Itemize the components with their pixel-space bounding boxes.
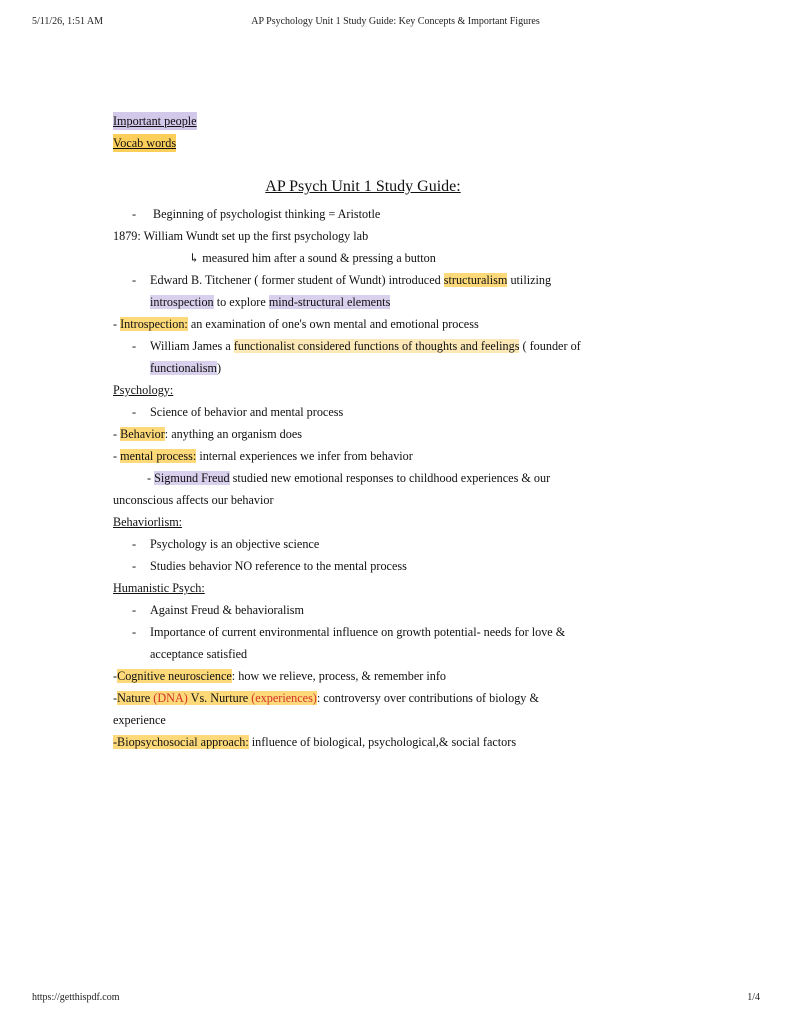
red-text: (DNA) bbox=[153, 691, 188, 705]
line-text: Importance of current environmental influence on growth potential- needs for love & bbox=[150, 625, 566, 639]
vocab-term: functionalist considered functions of thoughts and feelings bbox=[233, 339, 520, 353]
text-line: acceptance satisfied bbox=[150, 647, 248, 661]
bullet-dash: - bbox=[132, 273, 137, 287]
section-heading: Behaviorlism: bbox=[113, 515, 183, 529]
page-number: 1/4 bbox=[747, 992, 760, 1003]
bullet-dash: - bbox=[132, 559, 137, 573]
text-run: to explore bbox=[213, 295, 269, 309]
text-line bbox=[113, 447, 413, 465]
bullet-dash: - bbox=[132, 625, 137, 639]
section-heading: Psychology: bbox=[113, 383, 174, 397]
line-text: Psychology is an objective science bbox=[150, 537, 320, 551]
line-text bbox=[150, 271, 551, 289]
line-text: Science of behavior and mental process bbox=[150, 405, 344, 419]
text-line bbox=[113, 733, 516, 751]
text-run: - bbox=[113, 317, 121, 331]
text-run: - bbox=[113, 669, 118, 683]
legend-important-people: Important people bbox=[113, 114, 197, 128]
bullet-dash: - bbox=[132, 603, 137, 617]
text-run: - bbox=[113, 427, 121, 441]
text-line bbox=[113, 315, 479, 333]
text-run: : controversy over contributions of biology & bbox=[316, 691, 539, 705]
highlight-term: mind-structural elements bbox=[268, 295, 391, 309]
text-line bbox=[113, 667, 446, 685]
text-run: - bbox=[147, 471, 155, 485]
line-text: Against Freud & behavioralism bbox=[150, 603, 305, 617]
bullet-dash: - bbox=[132, 207, 137, 221]
vocab-term: Cognitive neuroscience bbox=[117, 669, 232, 683]
vocab-term: Introspection: bbox=[120, 317, 188, 331]
text-run: an examination of one's own mental and emotional process bbox=[187, 317, 479, 331]
print-datetime: 5/11/26, 1:51 AM bbox=[32, 16, 104, 27]
text-line: unconscious affects our behavior bbox=[113, 493, 274, 507]
text-run: ) bbox=[217, 361, 222, 375]
vocab-term: -Biopsychosocial approach: bbox=[113, 735, 249, 749]
text-run: studied new emotional responses to childhood experiences & our bbox=[229, 471, 551, 485]
text-line bbox=[113, 689, 539, 707]
text-run: Nature bbox=[117, 691, 154, 705]
line-text bbox=[150, 337, 581, 355]
bullet-dash: - bbox=[132, 339, 137, 353]
highlight-term: functionalism bbox=[150, 361, 218, 375]
text-line bbox=[113, 425, 302, 443]
text-run: : how we relieve, process, & remember info bbox=[231, 669, 447, 683]
bullet-dash: - bbox=[132, 537, 137, 551]
highlight-term: introspection bbox=[150, 295, 214, 309]
vocab-term: mental process: bbox=[120, 449, 197, 463]
footer-url: https://getthispdf.com bbox=[32, 992, 120, 1003]
vocab-term: structuralism bbox=[443, 273, 508, 287]
vocab-term bbox=[117, 691, 317, 705]
text-line: ↳ measured him after a sound & pressing a button bbox=[189, 251, 436, 265]
text-line: 1879: William Wundt set up the first psychology lab bbox=[113, 229, 369, 243]
text-line bbox=[150, 293, 390, 311]
line-text: Beginning of psychologist thinking = Aristotle bbox=[153, 207, 381, 221]
highlight-term: Sigmund Freud bbox=[154, 471, 230, 485]
legend-vocab-words: Vocab words bbox=[113, 136, 177, 150]
text-run: Vs. Nurture bbox=[187, 691, 252, 705]
line-text: Studies behavior NO reference to the mental process bbox=[150, 559, 407, 573]
bullet-dash: - bbox=[132, 405, 137, 419]
text-run: influence of biological, psychological,& social factors bbox=[248, 735, 517, 749]
text-line bbox=[150, 359, 221, 377]
red-text: (experiences) bbox=[251, 691, 317, 705]
print-page-title: AP Psychology Unit 1 Study Guide: Key Concepts & Important Figures bbox=[251, 16, 540, 27]
document-title: AP Psych Unit 1 Study Guide: bbox=[265, 178, 461, 195]
text-run: internal experiences we infer from behavior bbox=[196, 449, 413, 463]
text-line bbox=[147, 469, 550, 487]
text-run: Edward B. Titchener ( former student of Wundt) introduced bbox=[150, 273, 444, 287]
text-run: - bbox=[113, 691, 118, 705]
text-run: - bbox=[113, 449, 121, 463]
text-run: : anything an organism does bbox=[164, 427, 303, 441]
text-run: William James a bbox=[150, 339, 234, 353]
vocab-term: Behavior bbox=[120, 427, 165, 441]
section-heading: Humanistic Psych: bbox=[113, 581, 205, 595]
text-run: utilizing bbox=[507, 273, 552, 287]
text-line: experience bbox=[113, 713, 166, 727]
text-run: ( founder of bbox=[519, 339, 581, 353]
